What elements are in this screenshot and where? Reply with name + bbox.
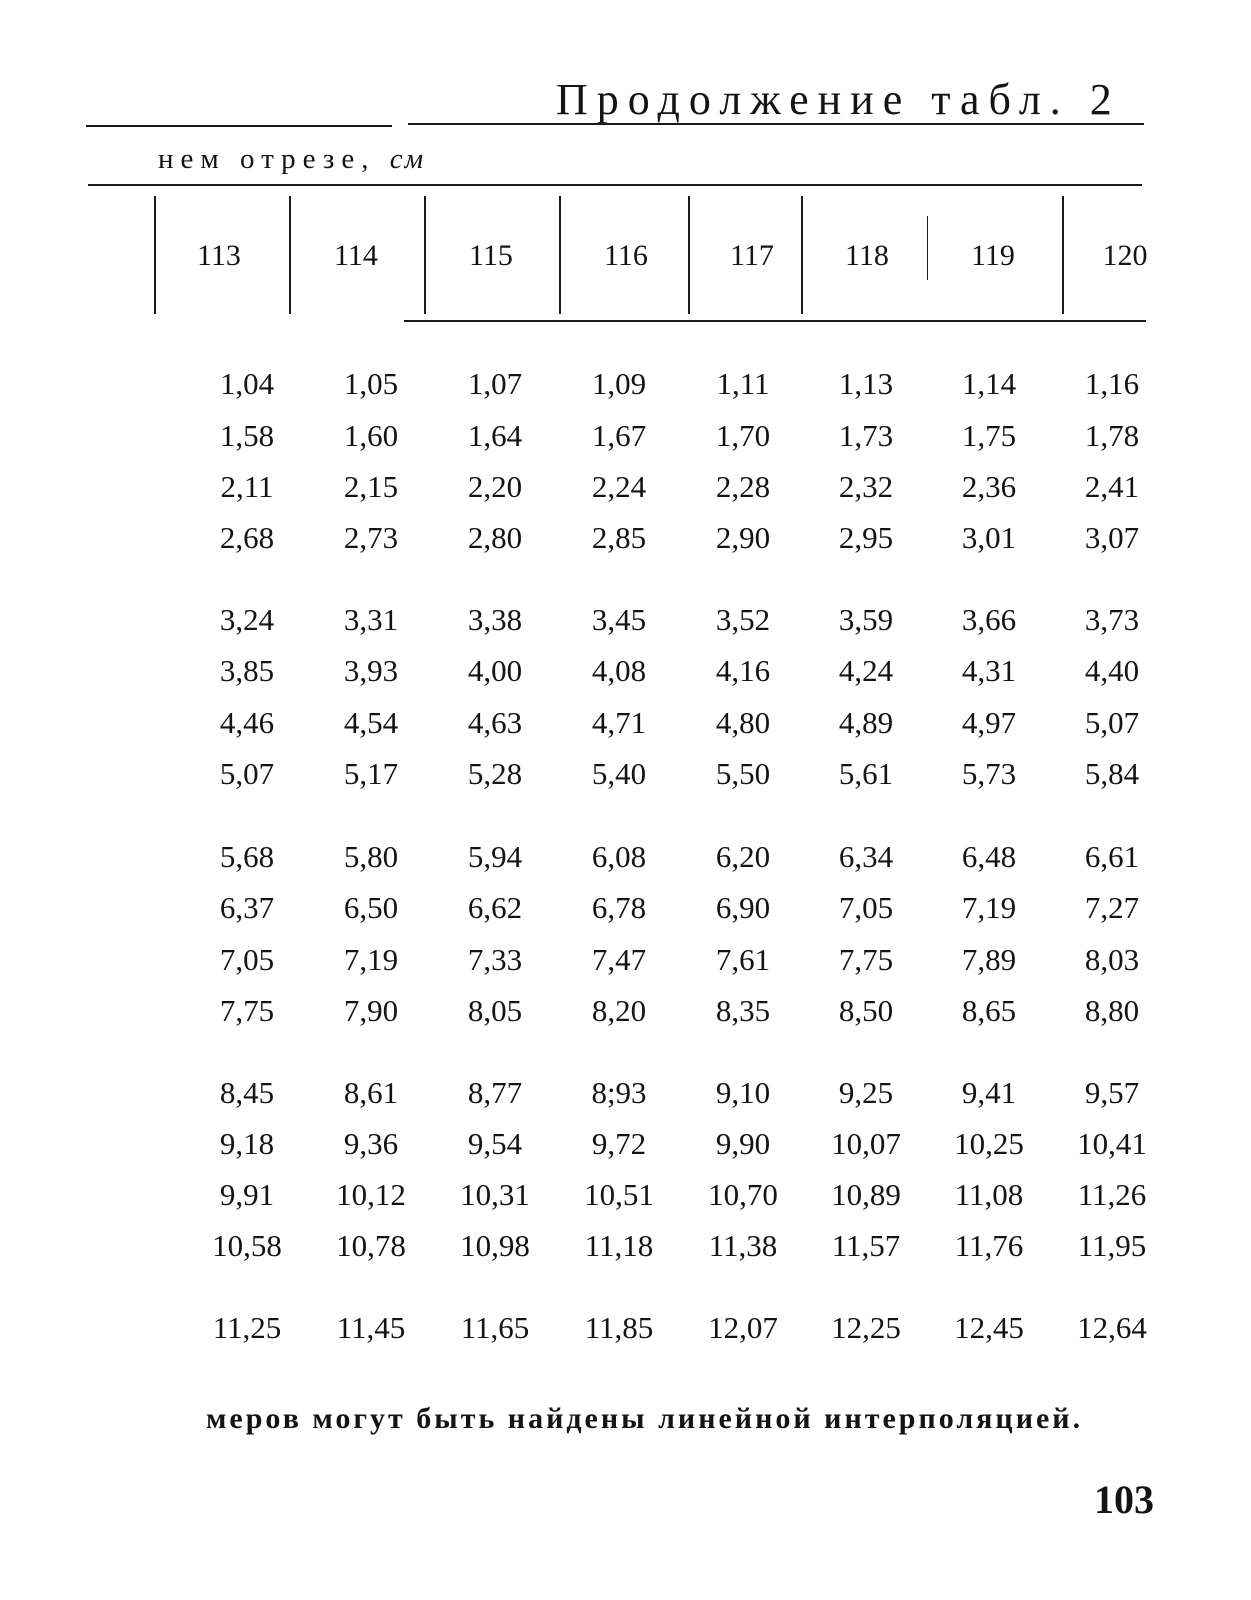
table-cell: 9,90 xyxy=(715,1126,771,1161)
table-cell: 12,64 xyxy=(1077,1310,1147,1345)
table-cell: 2,90 xyxy=(715,520,771,555)
table-cell: 11,57 xyxy=(831,1228,901,1263)
table-cell: 2,36 xyxy=(961,469,1017,504)
table-cell: 5,28 xyxy=(467,756,523,791)
table-cell: 2,24 xyxy=(591,469,647,504)
table-cell: 7,47 xyxy=(591,942,647,977)
table-cell: 1,11 xyxy=(716,366,770,401)
table-cell: 6,61 xyxy=(1084,839,1140,874)
table-cell: 2,32 xyxy=(838,469,894,504)
table-cell: 11,65 xyxy=(460,1310,530,1345)
table-cell: 2,80 xyxy=(467,520,523,555)
table-cell: 2,28 xyxy=(715,469,771,504)
table-cell: 12,45 xyxy=(954,1310,1024,1345)
column-header-114: 114 xyxy=(334,239,378,272)
table-cell: 2,20 xyxy=(467,469,523,504)
table-cell: 10,07 xyxy=(831,1126,901,1161)
table-cell: 7,75 xyxy=(838,942,894,977)
table-cell: 10,89 xyxy=(831,1177,901,1212)
table-cell: 3,52 xyxy=(715,602,771,637)
table-cell: 7,75 xyxy=(219,993,275,1028)
table-cell: 11,76 xyxy=(954,1228,1024,1263)
table-cell: 8,50 xyxy=(838,993,894,1028)
table-cell: 4,63 xyxy=(467,705,523,740)
column-header-120: 120 xyxy=(1102,239,1148,272)
table-cell: 1,16 xyxy=(1084,366,1140,401)
table-cell: 8,61 xyxy=(343,1075,399,1110)
table-cell: 6,08 xyxy=(591,839,647,874)
table-cell: 7,19 xyxy=(343,942,399,977)
table-cell: 8,77 xyxy=(467,1075,523,1110)
column-divider xyxy=(424,196,426,314)
table-cell: 8,03 xyxy=(1084,942,1140,977)
table-cell: 6,50 xyxy=(343,890,399,925)
table-cell: 6,48 xyxy=(961,839,1017,874)
table-cell: 1,09 xyxy=(591,366,647,401)
table-cell: 10,98 xyxy=(460,1228,530,1263)
table-cell: 3,66 xyxy=(961,602,1017,637)
table-cell: 4,31 xyxy=(961,653,1017,688)
table-cell: 9,72 xyxy=(591,1126,647,1161)
page-number: 103 xyxy=(1094,1477,1154,1522)
table-cell: 2,73 xyxy=(343,520,399,555)
column-header-119: 119 xyxy=(971,239,1015,272)
table-cell: 11,95 xyxy=(1077,1228,1147,1263)
table-cell: 11,18 xyxy=(584,1228,654,1263)
table-cell: 5,07 xyxy=(1084,705,1140,740)
column-divider xyxy=(927,216,928,280)
table-cell: 6,37 xyxy=(219,890,275,925)
table-cell: 1,64 xyxy=(467,418,523,453)
table-cell: 9,10 xyxy=(715,1075,771,1110)
table-cell: 4,46 xyxy=(219,705,275,740)
table-cell: 4,54 xyxy=(343,705,399,740)
table-cell: 10,31 xyxy=(460,1177,530,1212)
table-cell: 9,41 xyxy=(961,1075,1017,1110)
table-cell: 4,24 xyxy=(838,653,894,688)
table-cell: 6,62 xyxy=(467,890,523,925)
table-cell: 8;93 xyxy=(591,1075,647,1110)
table-cell: 1,14 xyxy=(961,366,1017,401)
table-cell: 10,51 xyxy=(584,1177,654,1212)
table-cell: 12,25 xyxy=(831,1310,901,1345)
table-cell: 4,40 xyxy=(1084,653,1140,688)
table-cell: 4,08 xyxy=(591,653,647,688)
table-cell: 8,35 xyxy=(715,993,771,1028)
table-cell: 4,71 xyxy=(591,705,647,740)
subheader-unit: см xyxy=(389,143,426,175)
table-cell: 8,45 xyxy=(219,1075,275,1110)
table-cell: 8,80 xyxy=(1084,993,1140,1028)
table-cell: 11,38 xyxy=(708,1228,778,1263)
table-cell: 9,57 xyxy=(1084,1075,1140,1110)
footer-note: меров могут быть найдены линейной интерполяцией. xyxy=(206,1402,1084,1435)
table-cell: 8,05 xyxy=(467,993,523,1028)
table-cell: 3,31 xyxy=(343,602,399,637)
table-cell: 10,70 xyxy=(708,1177,778,1212)
table-cell: 1,67 xyxy=(591,418,647,453)
table-cell: 7,61 xyxy=(715,942,771,977)
table-cell: 5,07 xyxy=(219,756,275,791)
table-cell: 11,85 xyxy=(584,1310,654,1345)
table-cell: 4,97 xyxy=(961,705,1017,740)
table-cell: 1,73 xyxy=(838,418,894,453)
table-cell: 1,60 xyxy=(343,418,399,453)
table-cell: 2,15 xyxy=(343,469,399,504)
table-cell: 9,36 xyxy=(343,1126,399,1161)
table-cell: 3,24 xyxy=(219,602,275,637)
table-cell: 7,27 xyxy=(1084,890,1140,925)
table-cell: 3,45 xyxy=(591,602,647,637)
table-cell: 3,59 xyxy=(838,602,894,637)
table-cell: 7,05 xyxy=(219,942,275,977)
table-cell: 5,84 xyxy=(1084,756,1140,791)
column-header-115: 115 xyxy=(469,239,513,272)
table-cell: 5,17 xyxy=(343,756,399,791)
table-cell: 7,19 xyxy=(961,890,1017,925)
table-cell: 4,00 xyxy=(467,653,523,688)
column-header-118: 118 xyxy=(845,239,889,272)
table-cell: 1,04 xyxy=(219,366,275,401)
top-rule-left xyxy=(86,125,392,127)
table-cell: 1,58 xyxy=(219,418,275,453)
column-divider xyxy=(688,196,690,314)
table-cell: 1,75 xyxy=(961,418,1017,453)
table-cell: 5,68 xyxy=(219,839,275,874)
subheader-text: нем отрезе, xyxy=(158,143,376,175)
table-cell: 2,11 xyxy=(220,469,274,504)
column-header-116: 116 xyxy=(604,239,648,272)
table-cell: 11,26 xyxy=(1077,1177,1147,1212)
table-cell: 2,95 xyxy=(838,520,894,555)
table-cell: 3,85 xyxy=(219,653,275,688)
column-header-113: 113 xyxy=(197,239,241,272)
table-cell: 6,20 xyxy=(715,839,771,874)
table-cell: 3,93 xyxy=(343,653,399,688)
table-cell: 3,01 xyxy=(961,520,1017,555)
table-cell: 5,61 xyxy=(838,756,894,791)
header-bottom-rule xyxy=(404,320,1146,322)
table-cell: 4,89 xyxy=(838,705,894,740)
column-divider xyxy=(154,196,156,314)
table-cell: 2,85 xyxy=(591,520,647,555)
table-cell: 10,78 xyxy=(336,1228,406,1263)
table-cell: 6,34 xyxy=(838,839,894,874)
table-cell: 8,20 xyxy=(591,993,647,1028)
table-cell: 5,50 xyxy=(715,756,771,791)
subheader-rule xyxy=(88,184,1142,186)
table-cell: 12,07 xyxy=(708,1310,778,1345)
table-cell: 10,25 xyxy=(954,1126,1024,1161)
table-cell: 5,40 xyxy=(591,756,647,791)
table-cell: 3,07 xyxy=(1084,520,1140,555)
table-cell: 2,41 xyxy=(1084,469,1140,504)
table-cell: 5,80 xyxy=(343,839,399,874)
table-cell: 9,91 xyxy=(219,1177,275,1212)
table-cell: 9,54 xyxy=(467,1126,523,1161)
column-divider xyxy=(559,196,561,314)
table-cell: 9,25 xyxy=(838,1075,894,1110)
table-cell: 7,89 xyxy=(961,942,1017,977)
table-cell: 10,58 xyxy=(212,1228,282,1263)
top-rule-right xyxy=(408,123,1144,125)
table-cell: 1,13 xyxy=(838,366,894,401)
table-cell: 7,33 xyxy=(467,942,523,977)
table-cell: 9,18 xyxy=(219,1126,275,1161)
table-cell: 11,45 xyxy=(336,1310,406,1345)
table-cell: 6,78 xyxy=(591,890,647,925)
table-cell: 6,90 xyxy=(715,890,771,925)
table-cell: 5,94 xyxy=(467,839,523,874)
column-divider xyxy=(1062,196,1064,314)
column-header-117: 117 xyxy=(730,239,774,272)
table-cell: 11,08 xyxy=(954,1177,1024,1212)
table-cell: 10,12 xyxy=(336,1177,406,1212)
table-cell: 3,73 xyxy=(1084,602,1140,637)
table-cell: 1,78 xyxy=(1084,418,1140,453)
table-title: Продолжение табл. 2 xyxy=(556,75,1121,124)
table-subheader xyxy=(158,143,425,176)
table-cell: 1,05 xyxy=(343,366,399,401)
table-cell: 3,38 xyxy=(467,602,523,637)
table-cell: 1,07 xyxy=(467,366,523,401)
table-cell: 8,65 xyxy=(961,993,1017,1028)
table-cell: 5,73 xyxy=(961,756,1017,791)
table-cell: 10,41 xyxy=(1077,1126,1147,1161)
table-cell: 4,16 xyxy=(715,653,771,688)
column-divider xyxy=(289,196,291,314)
table-cell: 1,70 xyxy=(715,418,771,453)
table-cell: 11,25 xyxy=(212,1310,282,1345)
table-cell: 4,80 xyxy=(715,705,771,740)
table-cell: 2,68 xyxy=(219,520,275,555)
table-cell: 7,90 xyxy=(343,993,399,1028)
table-cell: 7,05 xyxy=(838,890,894,925)
